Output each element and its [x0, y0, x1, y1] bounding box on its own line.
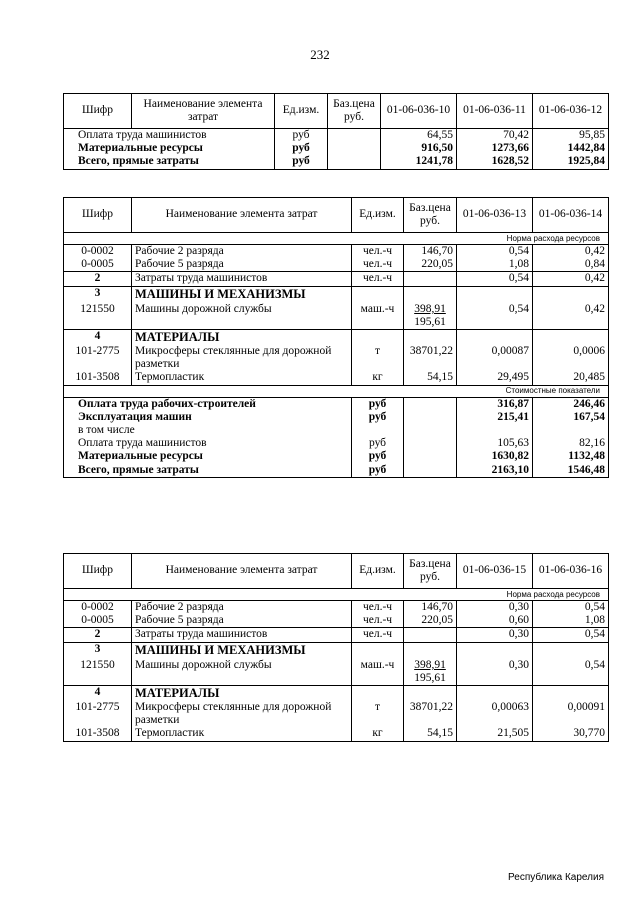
- row-name: Рабочие 5 разряда: [132, 614, 352, 628]
- row-name: Машины дорожной службы: [132, 301, 352, 330]
- norma-label-row: [64, 233, 609, 245]
- header-unit: Ед.изм.: [275, 94, 328, 129]
- header-name: Наименование элемента затрат: [132, 554, 352, 589]
- price-underlined: 398,91: [414, 659, 446, 672]
- row-value: 0,54: [533, 628, 609, 642]
- table-row: [64, 371, 609, 385]
- price-underlined: 398,91: [414, 303, 446, 316]
- header-name: Наименование элемента затрат: [132, 198, 352, 233]
- header-col: 01-06-036-14: [533, 198, 609, 233]
- row-price: [404, 301, 457, 330]
- cost-table-1: [63, 93, 609, 170]
- cost-row: [64, 464, 609, 478]
- row-price: 54,15: [404, 727, 457, 741]
- cost-value: 1630,82: [457, 450, 533, 463]
- row-value: 0,42: [533, 301, 609, 330]
- row-value: 64,55: [381, 129, 457, 143]
- cost-table-2: [63, 197, 609, 478]
- row-value: 30,770: [533, 727, 609, 741]
- cost-value: 316,87: [457, 397, 533, 411]
- row-name: Термопластик: [132, 371, 352, 385]
- table-row: [64, 258, 609, 272]
- row-value: 0,30: [457, 628, 533, 642]
- row-value: 1925,84: [533, 155, 609, 169]
- row-code: 2: [64, 628, 132, 642]
- row-value: 0,00087: [457, 345, 533, 371]
- price-second: 195,61: [414, 316, 446, 329]
- header-col: 01-06-036-12: [533, 94, 609, 129]
- row-code: 101-2775: [64, 345, 132, 371]
- row-price: [404, 628, 457, 642]
- row-name: Затраты труда машинистов: [132, 628, 352, 642]
- row-value: 0,84: [533, 258, 609, 272]
- row-name: Термопластик: [132, 727, 352, 741]
- row-unit: т: [352, 345, 404, 371]
- row-unit: т: [352, 701, 404, 727]
- row-value: 0,00063: [457, 701, 533, 727]
- row-name: Рабочие 2 разряда: [132, 601, 352, 615]
- header-price: Баз.цена руб.: [328, 94, 381, 129]
- row-code: 3: [64, 286, 132, 301]
- cost-unit: руб: [352, 397, 404, 411]
- row-unit: руб: [275, 129, 328, 143]
- row-code: 2: [64, 272, 132, 286]
- row-code: 101-2775: [64, 701, 132, 727]
- section-row: [64, 642, 609, 657]
- row-value: 1628,52: [457, 155, 533, 169]
- row-name: Материальные ресурсы: [64, 142, 275, 155]
- row-unit: чел.-ч: [352, 258, 404, 272]
- cost-value: 2163,10: [457, 464, 533, 478]
- row-unit: руб: [275, 142, 328, 155]
- row-price: 220,05: [404, 258, 457, 272]
- row-value: 0,54: [457, 301, 533, 330]
- header-unit: Ед.изм.: [352, 554, 404, 589]
- page-number: 232: [310, 47, 330, 62]
- row-unit: чел.-ч: [352, 272, 404, 286]
- row-value: 1442,84: [533, 142, 609, 155]
- norma-label: Норма расхода ресурсов: [64, 233, 609, 245]
- table-row: [64, 301, 609, 330]
- cost-name: в том числе: [64, 424, 352, 437]
- header-price: Баз.цена руб.: [404, 554, 457, 589]
- row-price: [404, 272, 457, 286]
- cost-value: 1132,48: [533, 450, 609, 463]
- cost-row: [64, 424, 609, 437]
- header-code: Шифр: [64, 554, 132, 589]
- section-row: [64, 286, 609, 301]
- row-unit: руб: [275, 155, 328, 169]
- cost-value: 215,41: [457, 411, 533, 424]
- cost-row: [64, 397, 609, 411]
- cost-value: 167,54: [533, 411, 609, 424]
- header-code: Шифр: [64, 198, 132, 233]
- row-value: 21,505: [457, 727, 533, 741]
- row-value: 0,54: [533, 601, 609, 615]
- section-row: [64, 686, 609, 701]
- cost-value: 246,46: [533, 397, 609, 411]
- row-value: 0,0006: [533, 345, 609, 371]
- row-value: 0,60: [457, 614, 533, 628]
- row-value: 0,30: [457, 657, 533, 686]
- norma-label: Норма расхода ресурсов: [64, 589, 609, 601]
- header-col: 01-06-036-10: [381, 94, 457, 129]
- cost-unit: руб: [352, 437, 404, 450]
- table-row: [64, 657, 609, 686]
- price-second: 195,61: [414, 672, 446, 685]
- cost-row: [64, 437, 609, 450]
- row-price: 220,05: [404, 614, 457, 628]
- header-price: Баз.цена руб.: [404, 198, 457, 233]
- row-name: Микросферы стеклянные для дорожной разметки: [132, 345, 352, 371]
- row-value: 20,485: [533, 371, 609, 385]
- cost-name: Оплата труда машинистов: [64, 437, 352, 450]
- row-value: 916,50: [381, 142, 457, 155]
- row-price: 146,70: [404, 245, 457, 259]
- row-code: 0-0002: [64, 601, 132, 615]
- table-header: [64, 198, 609, 233]
- table-row: [64, 129, 609, 143]
- cost-table-3: [63, 553, 609, 742]
- row-unit: чел.-ч: [352, 614, 404, 628]
- row-value: 1,08: [533, 614, 609, 628]
- row-price: [404, 657, 457, 686]
- header-code: Шифр: [64, 94, 132, 129]
- footer-region: Республика Карелия: [508, 872, 604, 883]
- table-row: [64, 614, 609, 628]
- section-title: МАШИНЫ И МЕХАНИЗМЫ: [132, 642, 352, 657]
- row-unit: маш.-ч: [352, 657, 404, 686]
- cost-value: 1546,48: [533, 464, 609, 478]
- header-col: 01-06-036-15: [457, 554, 533, 589]
- row-code: 101-3508: [64, 371, 132, 385]
- norma-label-row: [64, 589, 609, 601]
- row-value: 0,42: [533, 245, 609, 259]
- row-price: 54,15: [404, 371, 457, 385]
- table-header: [64, 94, 609, 129]
- cost-name: Материальные ресурсы: [64, 450, 352, 463]
- table-row: [64, 155, 609, 169]
- table-row: [64, 727, 609, 741]
- header-col: 01-06-036-16: [533, 554, 609, 589]
- row-value: 29,495: [457, 371, 533, 385]
- row-code: 121550: [64, 301, 132, 330]
- header-col: 01-06-036-13: [457, 198, 533, 233]
- cost-value: 105,63: [457, 437, 533, 450]
- row-value: 0,00091: [533, 701, 609, 727]
- row-unit: чел.-ч: [352, 601, 404, 615]
- header-unit: Ед.изм.: [352, 198, 404, 233]
- row-code: 101-3508: [64, 727, 132, 741]
- row-name: Оплата труда машинистов: [64, 129, 275, 143]
- cost-value: 82,16: [533, 437, 609, 450]
- row-code: 121550: [64, 657, 132, 686]
- row-price: 38701,22: [404, 701, 457, 727]
- row-code: 4: [64, 686, 132, 701]
- section-title: МАТЕРИАЛЫ: [132, 330, 352, 345]
- row-price: 146,70: [404, 601, 457, 615]
- header-name: Наименование элемента затрат: [132, 94, 275, 129]
- cost-label: Стоимостные показатели: [64, 385, 609, 397]
- cost-row: [64, 450, 609, 463]
- cost-row: [64, 411, 609, 424]
- row-name: Всего, прямые затраты: [64, 155, 275, 169]
- cost-name: Эксплуатация машин: [64, 411, 352, 424]
- row-value: 0,30: [457, 601, 533, 615]
- table-row: [64, 272, 609, 286]
- section-title: МАТЕРИАЛЫ: [132, 686, 352, 701]
- cost-label-row: [64, 385, 609, 397]
- row-value: 70,42: [457, 129, 533, 143]
- row-code: 4: [64, 330, 132, 345]
- table-header: [64, 554, 609, 589]
- table-row: [64, 245, 609, 259]
- table-row: [64, 628, 609, 642]
- row-unit: маш.-ч: [352, 301, 404, 330]
- table-row: [64, 601, 609, 615]
- row-value: 95,85: [533, 129, 609, 143]
- cost-unit: руб: [352, 450, 404, 463]
- row-name: Машины дорожной службы: [132, 657, 352, 686]
- table-row: [64, 701, 609, 727]
- row-value: 1241,78: [381, 155, 457, 169]
- cost-name: Оплата труда рабочих-строителей: [64, 397, 352, 411]
- row-unit: кг: [352, 727, 404, 741]
- row-code: 0-0005: [64, 258, 132, 272]
- cost-unit: руб: [352, 411, 404, 424]
- table-row: [64, 345, 609, 371]
- row-name: Микросферы стеклянные для дорожной разметки: [132, 701, 352, 727]
- row-name: Рабочие 2 разряда: [132, 245, 352, 259]
- row-unit: кг: [352, 371, 404, 385]
- row-value: 0,54: [533, 657, 609, 686]
- row-code: 0-0005: [64, 614, 132, 628]
- row-name: Рабочие 5 разряда: [132, 258, 352, 272]
- row-value: 0,42: [533, 272, 609, 286]
- table-row: [64, 142, 609, 155]
- row-value: 1,08: [457, 258, 533, 272]
- row-value: 0,54: [457, 245, 533, 259]
- row-code: 3: [64, 642, 132, 657]
- cost-unit: руб: [352, 464, 404, 478]
- row-unit: чел.-ч: [352, 245, 404, 259]
- row-value: 0,54: [457, 272, 533, 286]
- row-name: Затраты труда машинистов: [132, 272, 352, 286]
- section-row: [64, 330, 609, 345]
- cost-name: Всего, прямые затраты: [64, 464, 352, 478]
- row-code: 0-0002: [64, 245, 132, 259]
- row-price: 38701,22: [404, 345, 457, 371]
- row-value: 1273,66: [457, 142, 533, 155]
- section-title: МАШИНЫ И МЕХАНИЗМЫ: [132, 286, 352, 301]
- header-col: 01-06-036-11: [457, 94, 533, 129]
- row-unit: чел.-ч: [352, 628, 404, 642]
